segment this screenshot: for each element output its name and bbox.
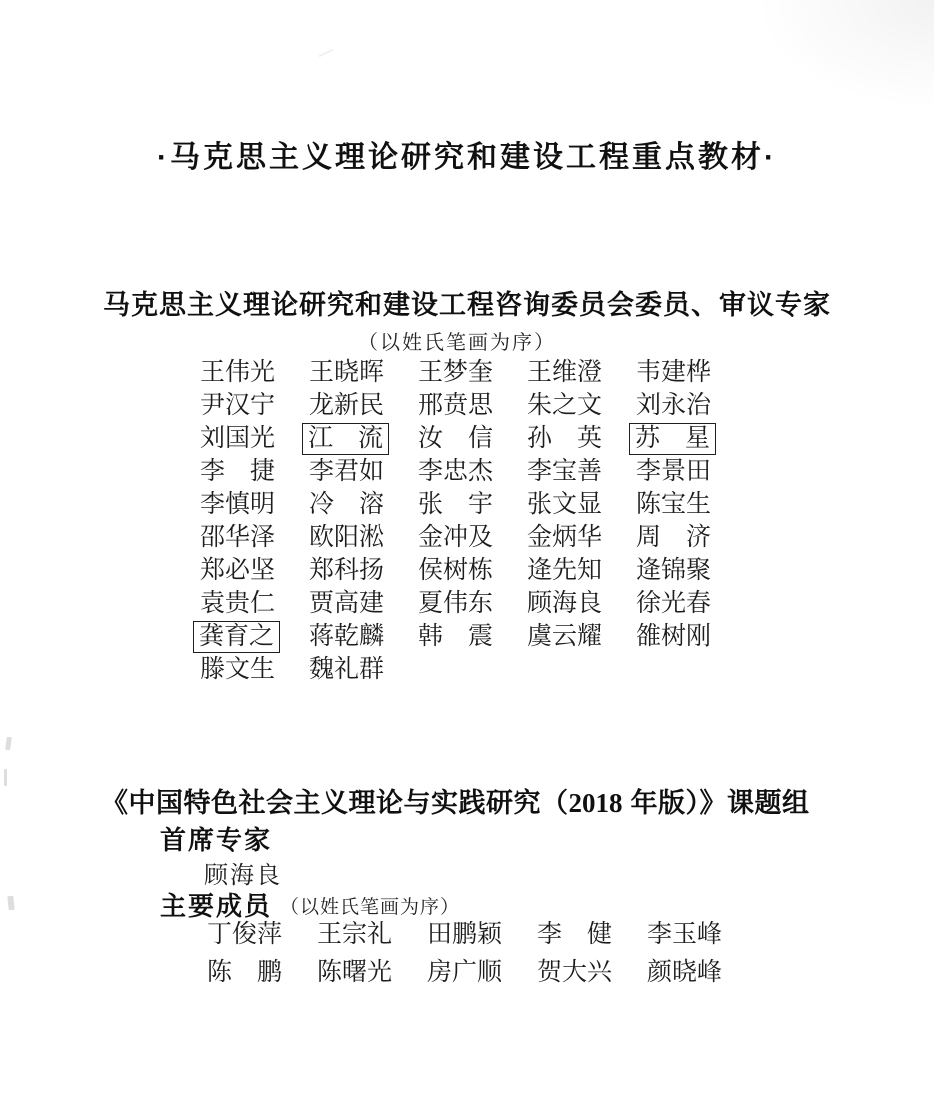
name-row xyxy=(200,554,745,587)
person-name: 徐光春 xyxy=(636,589,712,617)
members-name-grid xyxy=(207,915,757,991)
person-name: 欧阳淞 xyxy=(309,523,385,551)
boxed-person-name: 江 流 xyxy=(302,423,389,455)
person-name: 李忠杰 xyxy=(418,457,494,485)
person-name: 王梦奎 xyxy=(418,358,494,386)
person-name: 韩 震 xyxy=(418,622,494,650)
name-row xyxy=(200,521,745,554)
members-sort-note: （以姓氏笔画为序） xyxy=(280,897,461,918)
scan-artifact xyxy=(5,737,12,751)
person-name: 郑科扬 xyxy=(309,556,385,584)
person-name: 陈 鹏 xyxy=(207,958,283,986)
person-name: 邵华泽 xyxy=(200,523,276,551)
person-name: 逄先知 xyxy=(527,556,603,584)
person-name: 陈宝生 xyxy=(636,490,712,518)
committee-sort-note: （以姓氏笔画为序） xyxy=(358,332,556,354)
person-name: 李宝善 xyxy=(527,457,603,485)
scan-corner-shade xyxy=(754,0,934,110)
scan-artifact xyxy=(318,49,333,58)
person-name: 魏礼群 xyxy=(309,655,385,683)
person-name: 蒋乾麟 xyxy=(309,622,385,650)
person-name: 王宗礼 xyxy=(317,920,393,948)
person-name: 金炳华 xyxy=(527,523,603,551)
name-row xyxy=(200,620,745,653)
person-name: 顾海良 xyxy=(527,589,603,617)
person-name: 孙 英 xyxy=(527,424,603,452)
name-row xyxy=(200,422,745,455)
person-name: 虞云耀 xyxy=(527,622,603,650)
name-row xyxy=(200,587,745,620)
scan-artifact xyxy=(7,896,14,911)
person-name: 李 健 xyxy=(537,920,613,948)
person-name: 李慎明 xyxy=(200,490,276,518)
name-row xyxy=(200,653,745,686)
person-name: 韦建桦 xyxy=(636,358,712,386)
person-name xyxy=(200,620,276,653)
boxed-person-name: 龚育之 xyxy=(193,621,280,653)
person-name: 逄锦聚 xyxy=(636,556,712,584)
name-row xyxy=(200,455,745,488)
chief-expert-label: 首席专家 xyxy=(160,825,273,855)
person-name: 张 宇 xyxy=(418,490,494,518)
person-name: 李 捷 xyxy=(200,457,276,485)
person-name: 李景田 xyxy=(636,457,712,485)
person-name: 冷 溶 xyxy=(309,490,385,518)
person-name: 郑必坚 xyxy=(200,556,276,584)
person-name: 贾高建 xyxy=(309,589,385,617)
person-name: 刘国光 xyxy=(200,424,276,452)
person-name: 金冲及 xyxy=(418,523,494,551)
person-name: 颜晓峰 xyxy=(647,958,723,986)
name-row xyxy=(200,389,745,422)
person-name: 田鹏颖 xyxy=(427,920,503,948)
project-title-year: 2018 xyxy=(568,788,623,818)
person-name: 贺大兴 xyxy=(537,958,613,986)
committee-title: 马克思主义理论研究和建设工程咨询委员会委员、审议专家 xyxy=(103,290,831,320)
person-name: 侯树栋 xyxy=(418,556,494,584)
person-name: 袁贵仁 xyxy=(200,589,276,617)
person-name: 雒树刚 xyxy=(636,622,712,650)
project-title-prefix: 《中国特色社会主义理论与实践研究（ xyxy=(101,788,569,818)
chief-expert-name: 顾海良 xyxy=(204,862,282,889)
person-name: 滕文生 xyxy=(200,655,276,683)
name-row xyxy=(200,488,745,521)
person-name: 陈曙光 xyxy=(317,958,393,986)
person-name: 房广顺 xyxy=(427,958,503,986)
person-name: 尹汉宁 xyxy=(200,391,276,419)
series-title: ·马克思主义理论研究和建设工程重点教材· xyxy=(157,141,777,174)
scan-artifact xyxy=(4,769,7,786)
members-label: 主要成员 xyxy=(160,891,273,921)
person-name: 刘永治 xyxy=(636,391,712,419)
name-row xyxy=(207,953,757,991)
boxed-person-name: 苏 星 xyxy=(629,423,716,455)
name-row xyxy=(207,915,757,953)
person-name: 王维澄 xyxy=(527,358,603,386)
person-name xyxy=(309,422,385,455)
person-name: 周 济 xyxy=(636,523,712,551)
person-name: 王伟光 xyxy=(200,358,276,386)
person-name: 丁俊萍 xyxy=(207,920,283,948)
committee-name-grid xyxy=(200,356,745,686)
person-name: 张文显 xyxy=(527,490,603,518)
person-name: 李君如 xyxy=(309,457,385,485)
person-name: 李玉峰 xyxy=(647,920,723,948)
person-name: 邢贲思 xyxy=(418,391,494,419)
person-name: 朱之文 xyxy=(527,391,603,419)
person-name: 夏伟东 xyxy=(418,589,494,617)
name-row xyxy=(200,356,745,389)
person-name: 龙新民 xyxy=(309,391,385,419)
person-name xyxy=(636,422,712,455)
person-name: 汝 信 xyxy=(418,424,494,452)
project-title-suffix: 年版）》课题组 xyxy=(622,788,810,818)
person-name: 王晓晖 xyxy=(309,358,385,386)
project-group-title xyxy=(101,781,810,820)
